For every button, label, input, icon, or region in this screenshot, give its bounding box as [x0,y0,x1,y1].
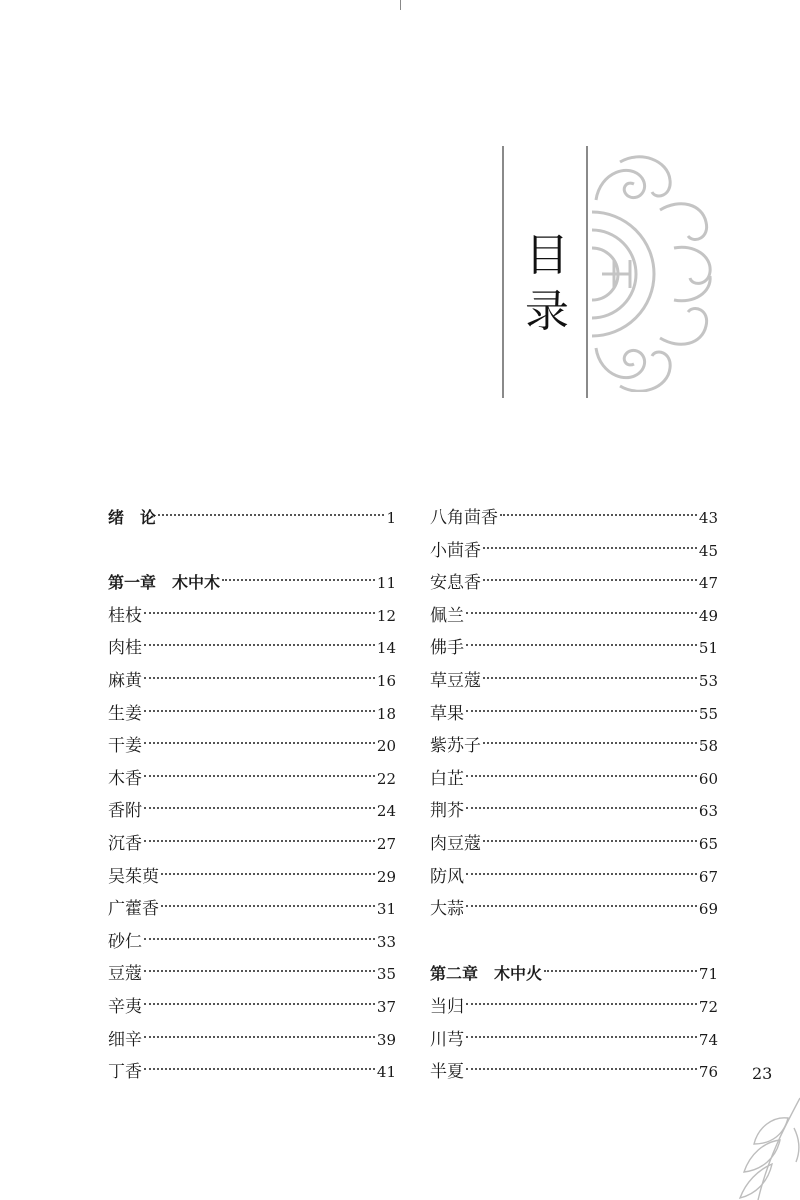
toc-leader-dots [158,514,384,516]
top-margin-tick [400,0,401,10]
toc-entry[interactable] [108,1024,396,1057]
toc-leader-dots [483,547,697,549]
toc-entry-label: 小茴香 [430,540,481,561]
toc-entry-page: 45 [698,541,718,560]
toc-entry-label: 广藿香 [108,899,159,920]
toc-entry-label: 安息香 [430,573,481,594]
toc-leader-dots [144,1003,375,1005]
toc-leader-dots [161,905,375,907]
cloud-ornament-icon [590,152,720,392]
toc-leader-dots [144,612,375,614]
toc-entry-page: 63 [698,802,718,821]
page-number: 23 [752,1064,773,1083]
toc-entry-label: 木香 [108,768,142,789]
toc-entry[interactable] [430,991,718,1024]
toc-leader-dots [144,677,375,679]
toc-entry[interactable] [430,1024,718,1057]
toc-entry-page: 1 [386,509,396,527]
toc-entry-page: 22 [376,769,396,788]
toc-entry-label: 半夏 [430,1062,464,1083]
toc-entry-page: 51 [698,639,718,658]
toc-leader-dots [144,644,375,646]
toc-entry-page: 67 [698,867,718,886]
toc-leader-dots [144,710,375,712]
toc-leader-dots [466,775,697,777]
toc-entry-page: 60 [698,769,718,788]
toc-entry-page: 76 [698,1063,718,1082]
toc-left-column [108,502,396,1089]
toc-entry-label: 第一章 木中木 [108,573,221,593]
toc-entry-page: 11 [376,574,396,593]
toc-entry[interactable] [430,763,718,796]
toc-entry[interactable] [430,861,718,894]
toc-leader-dots [500,514,697,516]
toc-chapter-entry[interactable] [108,502,396,535]
toc-entry[interactable] [430,730,718,763]
toc-entry[interactable] [430,795,718,828]
toc-entry-page: 53 [698,671,718,690]
toc-entry-page: 55 [698,704,718,723]
toc-entry[interactable] [108,632,396,665]
toc-entry[interactable] [108,600,396,633]
toc-entry-page: 35 [376,965,396,984]
toc-leader-dots [466,1068,697,1070]
toc-chapter-entry[interactable] [108,567,396,600]
toc-entry[interactable] [430,893,718,926]
toc-entry-page: 33 [376,932,396,951]
toc-entry-page: 47 [698,574,718,593]
toc-leader-dots [222,579,375,581]
page-title [520,228,574,340]
toc-entry[interactable] [430,665,718,698]
toc-entry[interactable] [108,958,396,991]
toc-entry-page: 20 [376,737,396,756]
toc-entry[interactable] [430,1056,718,1089]
toc-entry-page: 71 [698,965,718,984]
toc-leader-dots [144,1036,375,1038]
toc-entry-label: 麻黄 [108,670,142,691]
toc-leader-dots [144,775,375,777]
toc-leader-dots [144,1068,375,1070]
title-right-rule [586,146,588,398]
toc-entry-label: 丁香 [108,1062,142,1083]
toc-entry-page: 37 [376,997,396,1016]
toc-entry[interactable] [108,893,396,926]
toc-spacer [430,926,718,959]
toc-entry-page: 72 [698,997,718,1016]
toc-entry-page: 18 [376,704,396,723]
toc-entry-page: 74 [698,1030,718,1049]
toc-entry-label: 绪 论 [108,508,157,527]
toc-leader-dots [144,970,375,972]
toc-leader-dots [466,710,697,712]
toc-leader-dots [144,742,375,744]
toc-leader-dots [544,970,697,972]
toc-entry-label: 佩兰 [430,605,464,626]
toc-leader-dots [466,905,697,907]
toc-entry-page: 29 [376,867,396,886]
toc-entry-page: 39 [376,1030,396,1049]
toc-leader-dots [466,1036,697,1038]
toc-leader-dots [466,873,697,875]
page-title-char-1: 目 [525,230,569,281]
toc-leader-dots [144,840,375,842]
toc-leader-dots [466,612,697,614]
toc-entry-page: 43 [698,509,718,527]
toc-entry-label: 草豆蔻 [430,670,481,691]
toc-entry[interactable] [430,632,718,665]
toc-entry[interactable] [430,502,718,535]
toc-entry-label: 生姜 [108,703,142,724]
toc-leader-dots [466,1003,697,1005]
toc-entry[interactable] [108,1056,396,1089]
toc-entry-label: 第二章 木中火 [430,964,543,984]
toc-entry[interactable] [430,698,718,731]
title-block [496,146,726,401]
toc-leader-dots [161,873,375,875]
toc-entry-page: 41 [376,1063,396,1082]
toc-entry[interactable] [430,567,718,600]
toc-entry-label: 草果 [430,703,464,724]
toc-entry-label: 桂枝 [108,605,142,626]
toc-entry-page: 16 [376,671,396,690]
toc-entry-label: 当归 [430,996,464,1017]
toc-entry-label: 香附 [108,801,142,822]
toc-leader-dots [144,807,375,809]
toc-spacer [108,535,396,568]
title-left-rule [502,146,504,398]
toc-entry[interactable] [108,926,396,959]
toc-entry-label: 紫苏子 [430,736,481,757]
toc-leader-dots [483,677,697,679]
toc-entry-label: 沉香 [108,833,142,854]
toc-right-column [430,502,718,1089]
toc-entry-page: 31 [376,900,396,919]
toc-entry-label: 八角茴香 [430,508,498,528]
toc-entry-label: 川芎 [430,1029,464,1050]
page-title-char-2: 录 [525,286,569,337]
toc-entry[interactable] [108,763,396,796]
toc-entry[interactable] [108,828,396,861]
toc-entry-page: 24 [376,802,396,821]
toc-entry-label: 细辛 [108,1029,142,1050]
toc-leader-dots [466,644,697,646]
toc-entry-page: 65 [698,834,718,853]
toc-leader-dots [483,840,697,842]
toc-leader-dots [483,742,697,744]
toc-entry[interactable] [108,795,396,828]
toc-entry[interactable] [430,600,718,633]
toc-entry-page: 49 [698,606,718,625]
toc-entry-page: 27 [376,834,396,853]
toc-entry-label: 大蒜 [430,899,464,920]
toc-entry[interactable] [108,861,396,894]
toc-entry-label: 辛夷 [108,996,142,1017]
toc-entry-label: 白芷 [430,768,464,789]
toc-entry-label: 防风 [430,866,464,887]
toc-entry[interactable] [108,730,396,763]
toc-entry-page: 69 [698,900,718,919]
toc-entry[interactable] [108,665,396,698]
toc-entry-label: 吴茱萸 [108,866,159,887]
toc-entry[interactable] [108,698,396,731]
toc-entry-page: 14 [376,639,396,658]
leaf-decoration-icon [728,1088,800,1200]
toc-chapter-entry[interactable] [430,958,718,991]
toc-entry-label: 砂仁 [108,931,142,952]
toc-entry-label: 肉豆蔻 [430,833,481,854]
toc-entry-page: 58 [698,737,718,756]
toc-entry-page: 12 [376,606,396,625]
toc-entry[interactable] [108,991,396,1024]
toc-entry[interactable] [430,828,718,861]
toc-entry-label: 干姜 [108,736,142,757]
toc-entry-label: 豆蔻 [108,964,142,985]
toc-leader-dots [483,579,697,581]
toc-entry[interactable] [430,535,718,568]
toc-entry-label: 佛手 [430,638,464,659]
toc-leader-dots [466,807,697,809]
toc-leader-dots [144,938,375,940]
toc-entry-label: 荆芥 [430,801,464,822]
toc-entry-label: 肉桂 [108,638,142,659]
